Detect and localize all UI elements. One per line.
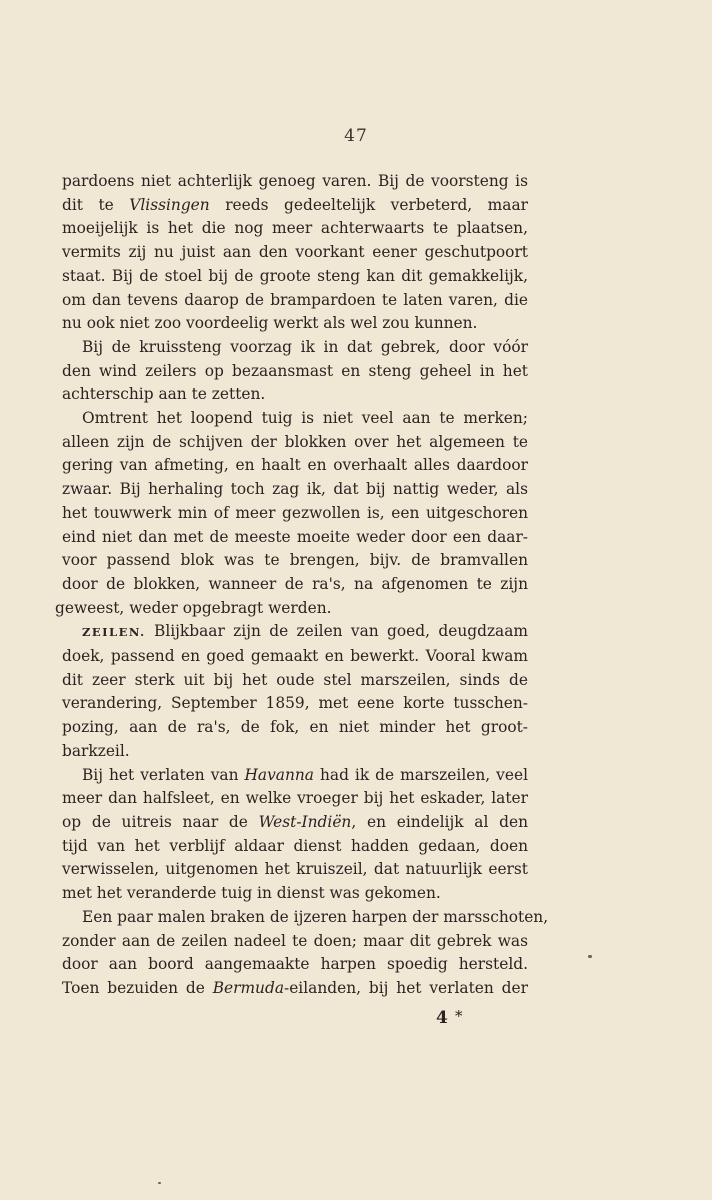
place-name: Vlissingen: [129, 195, 210, 214]
signature-mark: 4: [436, 1008, 448, 1028]
text-line: geweest, weder opgebragt werden.: [55, 598, 332, 617]
text-line: Toen bezuiden de Bermuda-eilanden, bij het verlaten der: [62, 978, 528, 997]
section-heading: ZEILEN.: [82, 625, 146, 640]
place-name: Bermuda: [212, 978, 284, 997]
text-line: dit zeer sterk uit bij het oude stel marszeilen, sinds de: [62, 670, 528, 689]
text-line: met het veranderde tuig in dienst was gekomen.: [62, 884, 441, 903]
text-line: op de uitreis naar de West-Indiën, en eindelijk al den: [62, 812, 528, 831]
text-line: zonder aan de zeilen nadeel te doen; maar dit gebrek was: [62, 931, 528, 950]
text-line: pardoens niet achterlijk genoeg varen. Bij de voorsteng is: [62, 172, 528, 190]
text-line: barkzeil.: [62, 741, 130, 760]
text-line: den wind zeilers op bezaansmast en steng geheel in het: [62, 361, 528, 380]
text-line: verwisselen, uitgenomen het kruiszeil, dat natuurlijk eerst: [62, 860, 528, 879]
text-line: staat. Bij de stoel bij de groote steng kan dit gemakkelijk,: [62, 266, 528, 285]
text-line: Omtrent het loopend tuig is niet veel aan te merken;: [82, 409, 528, 428]
page-number: 47: [344, 126, 368, 146]
text-line: door aan boord aangemaakte harpen spoedig hersteld.: [62, 955, 528, 974]
place-name: West-Indiën: [258, 812, 352, 831]
text-line: pozing, aan de ra's, de fok, en niet minder het groot-: [62, 718, 528, 737]
text-line: doek, passend en goed gemaakt en bewerkt. Vooral kwam: [62, 647, 528, 666]
asterisk-icon: *: [455, 1007, 463, 1025]
ink-speck: [158, 1182, 161, 1184]
text-line: voor passend blok was te brengen, bijv. de bramvallen: [62, 551, 528, 570]
body-text: [55, 170, 549, 1001]
text-line: vermits zij nu juist aan den voorkant eener geschutpoort: [62, 243, 528, 262]
text-line: dit te Vlissingen reeds gedeeltelijk verbeterd, maar: [62, 195, 528, 214]
text-line: alleen zijn de schijven der blokken over het algemeen te: [62, 432, 528, 451]
text-line: verandering, September 1859, met eene korte tusschen-: [62, 694, 528, 713]
text-line: zwaar. Bij herhaling toch zag ik, dat bij nattig weder, als: [62, 480, 528, 499]
text-line: tijd van het verblijf aldaar dienst hadden gedaan, doen: [62, 836, 528, 855]
text-line: achterschip aan te zetten.: [62, 385, 266, 404]
text-line: om dan tevens daarop de brampardoen te laten varen, die: [62, 290, 528, 309]
text-line: ZEILEN. Blijkbaar zijn de zeilen van goed, deugdzaam: [82, 622, 528, 641]
text-line: het touwwerk min of meer gezwollen is, een uitgeschoren: [62, 503, 528, 522]
text-line: door de blokken, wanneer de ra's, na afgenomen te zijn: [62, 574, 528, 593]
text-line: Bij de kruissteng voorzag ik in dat gebrek, door vóór: [82, 337, 528, 356]
ink-speck: [588, 955, 592, 958]
text-line: moeijelijk is het die nog meer achterwaarts te plaatsen,: [62, 219, 528, 238]
text-line: gering van afmeting, en haalt en overhaalt alles daardoor: [62, 456, 528, 475]
text-line: Bij het verlaten van Havanna had ik de marszeilen, veel: [82, 765, 528, 784]
text-line: eind niet dan met de meeste moeite weder door een daar-: [62, 527, 528, 546]
place-name: Havanna: [244, 765, 314, 784]
text-line: meer dan halfsleet, en welke vroeger bij het eskader, later: [62, 789, 528, 808]
text-line: Een paar malen braken de ijzeren harpen der marsschoten,: [82, 907, 549, 926]
text-line: nu ook niet zoo voordeelig werkt als wel zou kunnen.: [62, 314, 478, 333]
